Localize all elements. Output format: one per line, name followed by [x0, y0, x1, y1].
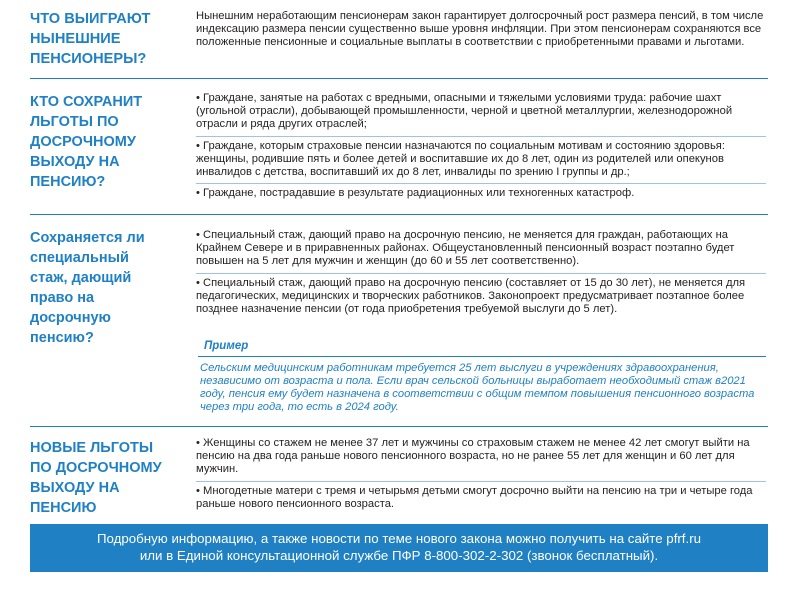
- list-item: • Специальный стаж, дающий право на досрочную пенсию, не меняется для граждан, работающих на Крайнем Севере и в приравненных районах. Общеустановленный пенсионный возраст поэтапно будет повышен на 5 лет для мужчин и женщин (до 60 и 55 лет соответственно).: [196, 229, 735, 268]
- section-divider: [30, 78, 768, 79]
- list-item: • Многодетные матери с тремя и четырьмя детьми смогут досрочно выйти на пенсию на три и четыре года раньше нового пенсионного возраста.: [196, 484, 753, 510]
- section-text: Нынешним неработающим пенсионерам закон гарантирует долгосрочный рост размера пенсий, в том числе индексацию размера пенсии существенно выше уровня инфляции. При этом пенсионерам сохраняются все положенные пенсионные и социальные выплаты в соответствии с приобретенными правами и льготами.: [196, 10, 764, 49]
- section-heading: Сохраняется ли специальный стаж, дающий право на досрочную пенсию?: [30, 230, 145, 346]
- footer-line-2: или в Единой консультационной службе ПФР 8-800-302-2-302 (звонок бесплатный).: [139, 548, 659, 563]
- list-item: • Граждане, занятые на работах с вредными, опасными и тяжелыми условиями труда: рабочие шахт (угольной отрасли), добывающей промышленности, черной и цветной металлургии, железнодорожной отрасли и ряда других отраслей;: [196, 92, 733, 131]
- section-bullets: [196, 229, 766, 316]
- section-heading: НОВЫЕ ЛЬГОТЫ ПО ДОСРОЧНОМУ ВЫХОДУ НА ПЕНСИЮ: [30, 440, 162, 516]
- section-heading: КТО СОХРАНИТ ЛЬГОТЫ ПО ДОСРОЧНОМУ ВЫХОДУ НА ПЕНСИЮ?: [30, 94, 143, 190]
- section-divider: [30, 426, 768, 427]
- example-text: Сельским медицинским работникам требуется 25 лет выслуги в учреждениях здравоохранения, независимо от возраста и пола. Если врач сельской больницы выработает необходимый стаж в2021 году, пенсия ему будет назначена в соответствии с общим темпом повышения пенсионного возраста через три года, то есть в 2024 году.: [200, 362, 755, 413]
- section-divider: [30, 214, 768, 215]
- section-heading: ЧТО ВЫИГРАЮТ НЫНЕШНИЕ ПЕНСИОНЕРЫ?: [30, 11, 151, 67]
- bullet-divider: [196, 183, 766, 184]
- bullet-divider: [196, 481, 766, 482]
- section-bullets: [196, 437, 766, 511]
- section-bullets: [196, 92, 766, 200]
- example-label: Пример: [204, 340, 249, 352]
- bullet-divider: [196, 136, 766, 137]
- list-item: • Специальный стаж, дающий право на досрочную пенсию (составляет от 15 до 30 лет), не меняется для педагогических, медицинских и творческих работников. Законопроект предусматривает поэтапное более позднее назначение пенсии (от года приобретения требуемой выслуги до 5 лет).: [196, 276, 746, 316]
- list-item: • Женщины со стажем не менее 37 лет и мужчины со страховым стажем не менее 42 лет смогут выйти на пенсию на два года раньше нового пенсионного возраста, но не ранее 55 лет для женщин и 60 лет для мужчин.: [196, 437, 750, 476]
- list-item: • Граждане, которым страховые пенсии назначаются по социальным мотивам и состоянию здоровья: женщины, родившие пять и более детей и воспитавшие их до 8 лет, один из родителей или опекунов инвалидов с детства, воспитавший их до 8 лет, инвалиды по зрению I группы и др.;: [196, 139, 725, 179]
- list-item: • Граждане, пострадавшие в результате радиационных или техногенных катастроф.: [196, 187, 635, 200]
- example-divider: [198, 356, 766, 357]
- footer-info-banner: [30, 524, 768, 572]
- bullet-divider: [196, 273, 766, 274]
- footer-line-1: Подробную информацию, а также новости по теме нового закона можно получить на сайте pfrf.ru: [96, 531, 702, 546]
